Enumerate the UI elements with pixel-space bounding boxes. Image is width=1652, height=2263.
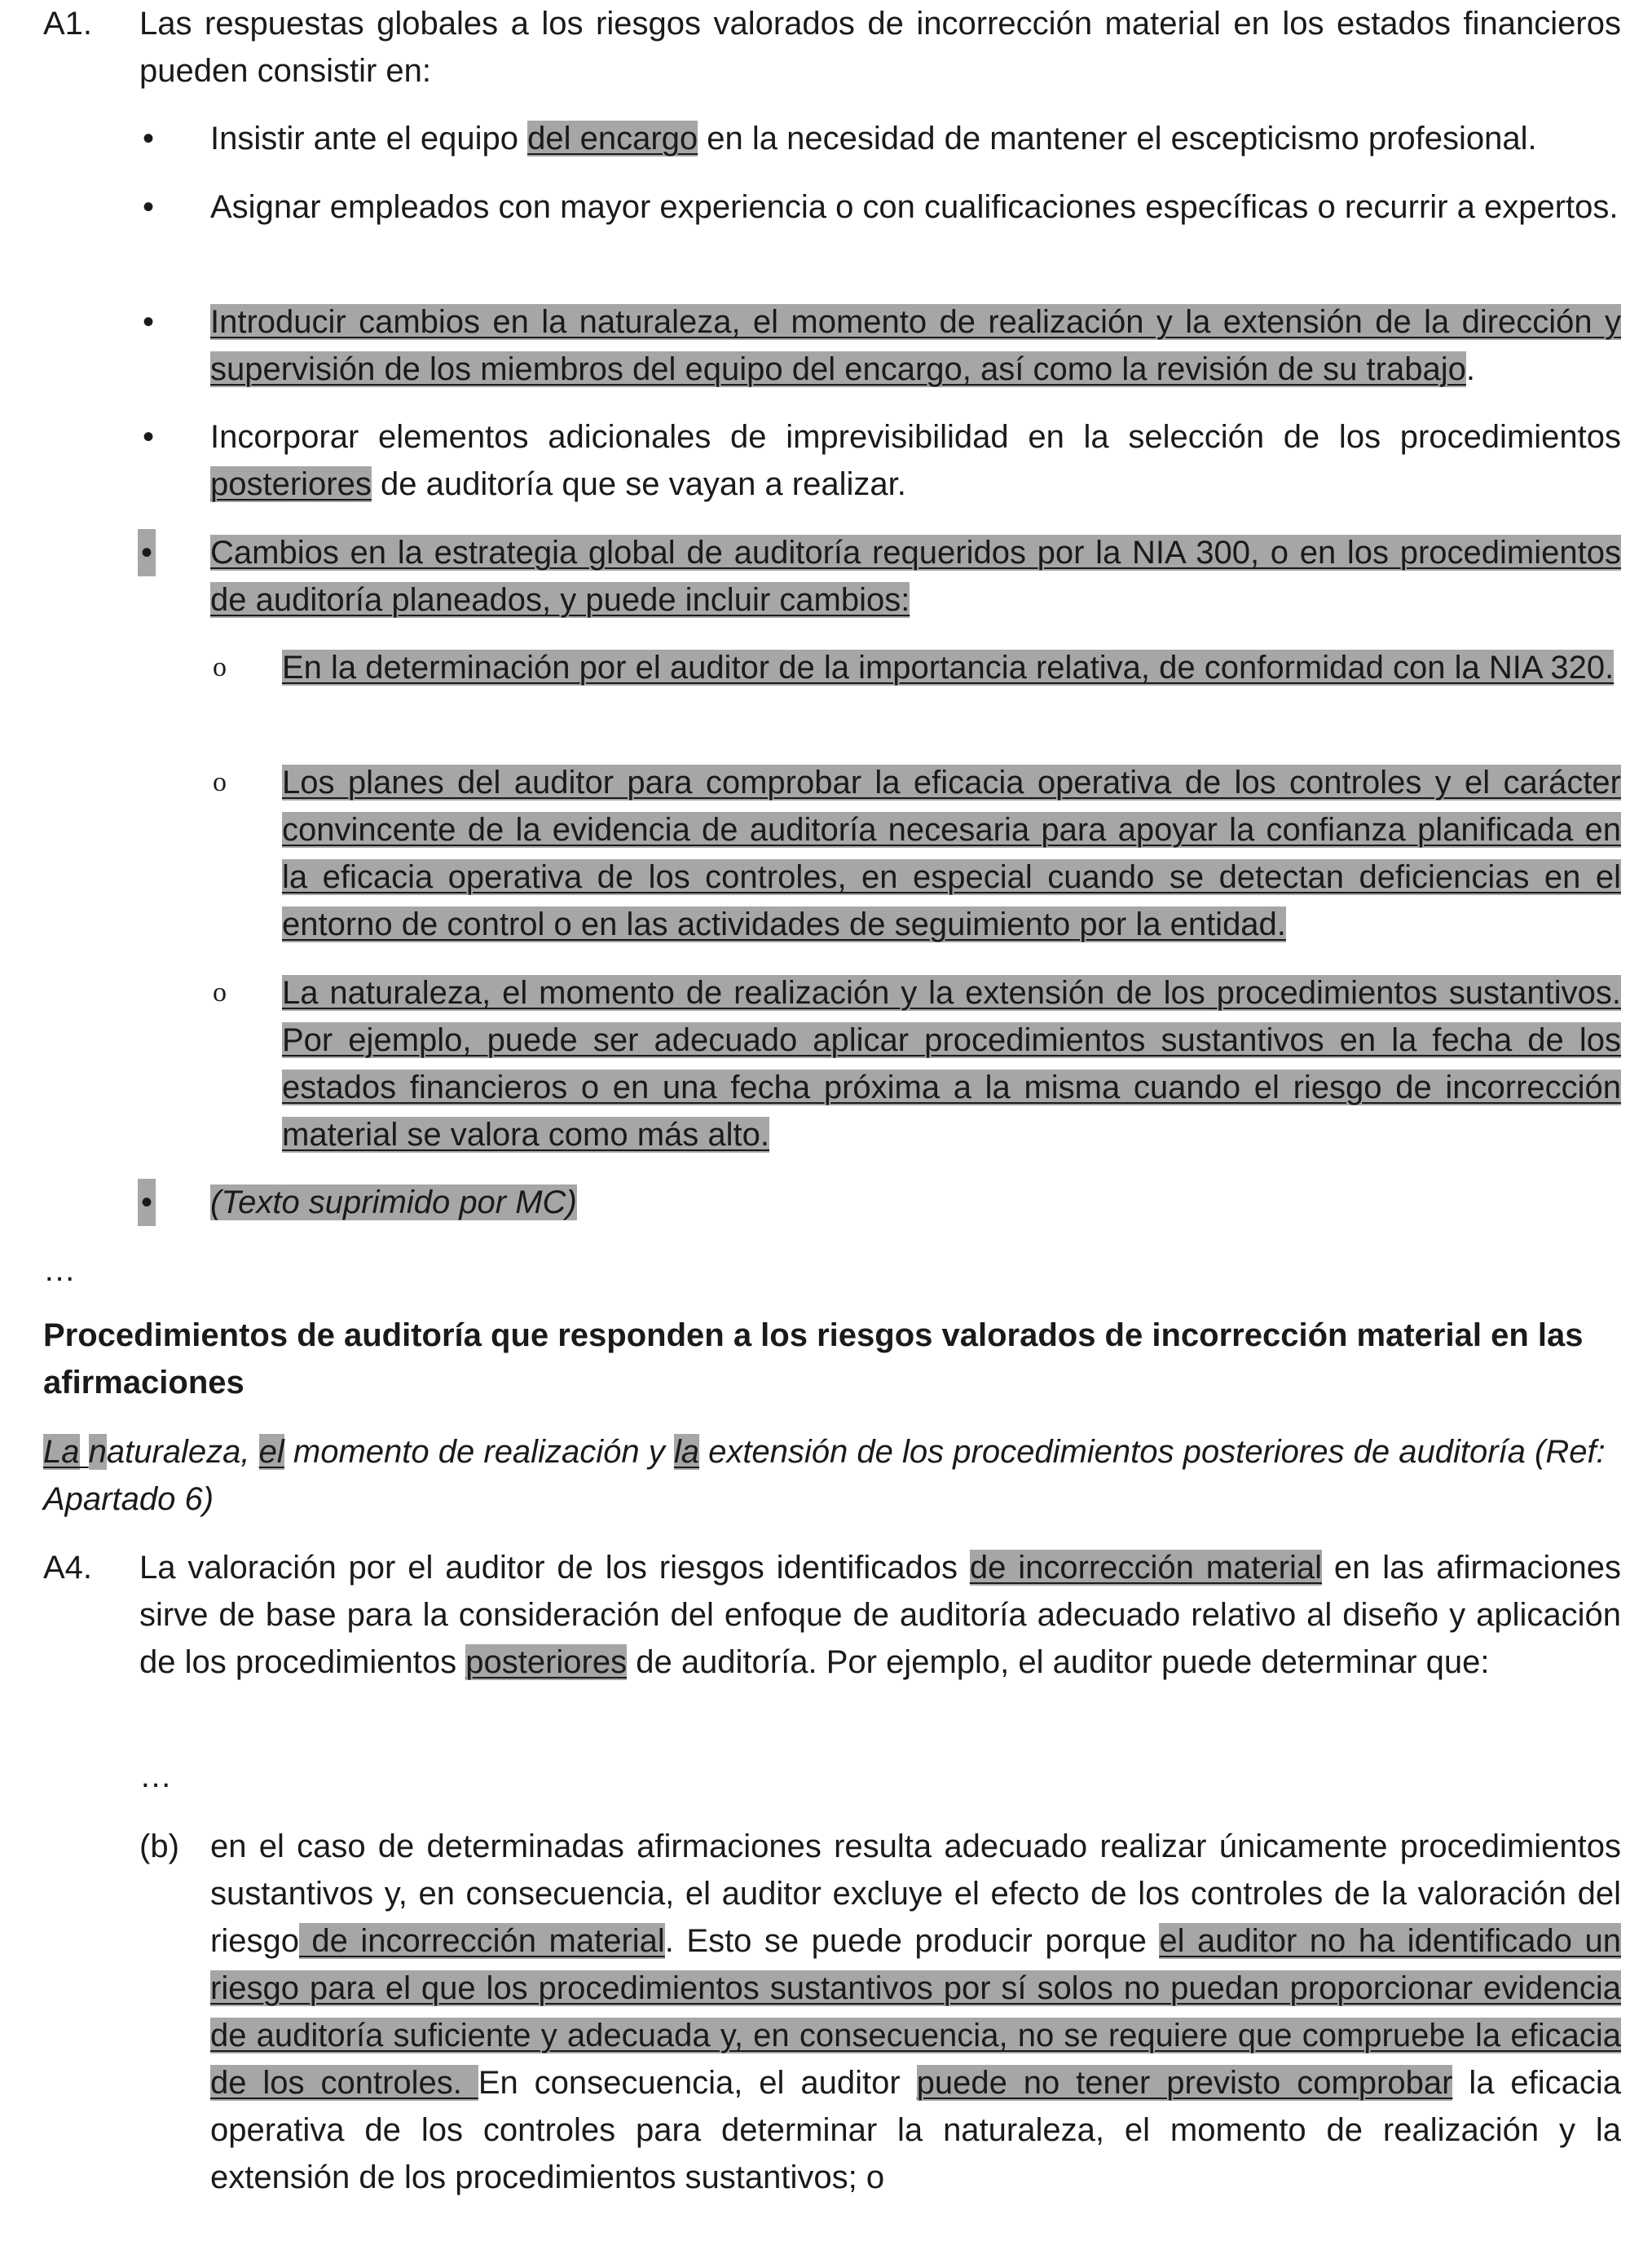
item-b-highlight-3: puede no tener previsto comprobar xyxy=(916,2065,1453,2101)
subheading-space xyxy=(80,1434,89,1470)
a4-highlight-2: posteriores xyxy=(465,1644,628,1680)
a1-bullet-4-text: Incorporar elementos adicionales de imprevisibilidad en la selección de los procedimientos xyxy=(210,419,1621,455)
subheading-highlight-n: n xyxy=(88,1434,107,1470)
subheading-text-2: momento de realización y xyxy=(284,1434,674,1470)
sub-bullet-1: o xyxy=(213,652,227,682)
a1-bullet-3 xyxy=(210,298,1621,393)
a1-intro: Las respuestas globales a los riesgos valorados de incorrección material en los estados financieros pueden consistir en: xyxy=(139,6,1621,89)
a1-bullet-6-text: (Texto suprimido por MC) xyxy=(210,1184,577,1220)
a1-bullet-2: Asignar empleados con mayor experiencia o con cualificaciones específicas o recurrir a expertos. xyxy=(210,189,1619,225)
bullet-6: • xyxy=(138,1179,156,1226)
a1-bullet-3-highlight: Introducir cambios en la naturaleza, el momento de realización y la extensión de la dirección y supervisión de los miembros del equipo del encargo, así como la revisión de su trabajo xyxy=(210,304,1621,387)
a4-item-b xyxy=(210,1823,1621,2201)
paragraph-number-a4: A4. xyxy=(43,1550,93,1586)
a1-bullet-1 xyxy=(210,115,1621,162)
a1-bullet-4-highlight: posteriores xyxy=(210,466,372,502)
a1-bullet-6 xyxy=(210,1179,1621,1226)
a4-text-1: La valoración por el auditor de los riesgos identificados xyxy=(139,1550,970,1586)
item-b-text-2: . Esto se puede producir porque xyxy=(664,1923,1160,1959)
subheading-highlight-la: La xyxy=(43,1434,80,1470)
a1-bullet-5-highlight: Cambios en la estrategia global de auditoría requeridos por la NIA 300, o en los procedimientos de auditoría planeados, y puede incluir cambios: xyxy=(210,535,1621,618)
ellipsis-1: … xyxy=(43,1252,76,1288)
bullet-4: • xyxy=(143,419,155,455)
item-b-text-4: la eficacia operativa de los controles para determinar la naturaleza, el momento de realización y la extensión de los procedimientos sustantivos; o xyxy=(210,2065,1622,2195)
a1-bullet-4 xyxy=(210,413,1621,508)
a1-sub-2 xyxy=(282,759,1621,948)
bullet-3: • xyxy=(143,304,155,340)
a1-bullet-1-text-end: en la necesidad de mantener el escepticismo profesional. xyxy=(698,121,1537,157)
subheading-text-3: extensión de los procedimientos posteriores de auditoría (Ref: Apartado 6) xyxy=(43,1434,1606,1517)
item-b-text-3: En consecuencia, el auditor xyxy=(478,2065,917,2101)
a1-sub-3 xyxy=(282,969,1621,1158)
a1-sub-1 xyxy=(282,644,1621,691)
item-label-b: (b) xyxy=(139,1828,179,1864)
a1-bullet-1-highlight: del encargo xyxy=(527,121,698,157)
a1-bullet-3-period: . xyxy=(1465,351,1475,387)
section-heading: Procedimientos de auditoría que responden a los riesgos valorados de incorrección material en las afirmaciones xyxy=(43,1317,1584,1401)
a1-bullet-1-text: Insistir ante el equipo xyxy=(210,121,528,157)
sub-bullet-2: o xyxy=(213,767,227,797)
a1-sub-3-highlight: La naturaleza, el momento de realización y la extensión de los procedimientos sustantivos. Por ejemplo, puede ser adecuado aplicar procedimientos sustantivos en la fecha de los estados financieros o en una fecha próxima a la misma cuando el riesgo de incorrección material se valora como más alto. xyxy=(282,975,1621,1153)
bullet-1: • xyxy=(143,121,155,157)
paragraph-number-a1: A1. xyxy=(43,6,93,42)
a4-text-2: en las afirmaciones sirve de base para la consideración del enfoque de auditoría adecuado relativo al diseño y aplicación de los procedimientos xyxy=(139,1550,1621,1680)
subheading-highlight-el: el xyxy=(258,1434,284,1470)
a1-sub-1-highlight: En la determinación por el auditor de la importancia relativa, de conformidad con la NIA 320. xyxy=(282,650,1615,686)
ellipsis-2: … xyxy=(139,1758,172,1794)
a1-bullet-5 xyxy=(210,529,1621,624)
a4-highlight-1: de incorrección material xyxy=(969,1550,1322,1586)
section-subheading xyxy=(43,1428,1621,1523)
item-b-highlight-2: el auditor no ha identificado un riesgo para el que los procedimientos sustantivos por sí solos no puedan proporcionar evidencia de auditoría suficiente y adecuada y, en consecuencia, no se requiere que compruebe la eficacia de los controles. xyxy=(210,1923,1622,2101)
bullet-2: • xyxy=(143,189,155,225)
bullet-5: • xyxy=(138,529,156,576)
item-b-highlight-1: de incorrección material xyxy=(298,1923,665,1959)
a4-text-3: de auditoría. Por ejemplo, el auditor puede determinar que: xyxy=(627,1644,1490,1680)
sub-bullet-3: o xyxy=(213,977,227,1008)
subheading-highlight-la-2: la xyxy=(673,1434,699,1470)
item-b-text-1: en el caso de determinadas afirmaciones resulta adecuado realizar únicamente procedimientos sustantivos y, en consecuencia, el auditor excluye el efecto de los controles de la valoración del riesgo xyxy=(210,1828,1621,1959)
subheading-text-1: aturaleza, xyxy=(106,1434,259,1470)
a1-sub-2-highlight: Los planes del auditor para comprobar la eficacia operativa de los controles y el carácter convincente de la evidencia de auditoría necesaria para apoyar la confianza planificada en la eficacia operativa de los controles, en especial cuando se detectan deficiencias en el entorno de control o en las actividades de seguimiento por la entidad. xyxy=(282,765,1621,942)
a4-paragraph xyxy=(139,1544,1621,1686)
a1-bullet-4-text-end: de auditoría que se vayan a realizar. xyxy=(371,466,906,502)
